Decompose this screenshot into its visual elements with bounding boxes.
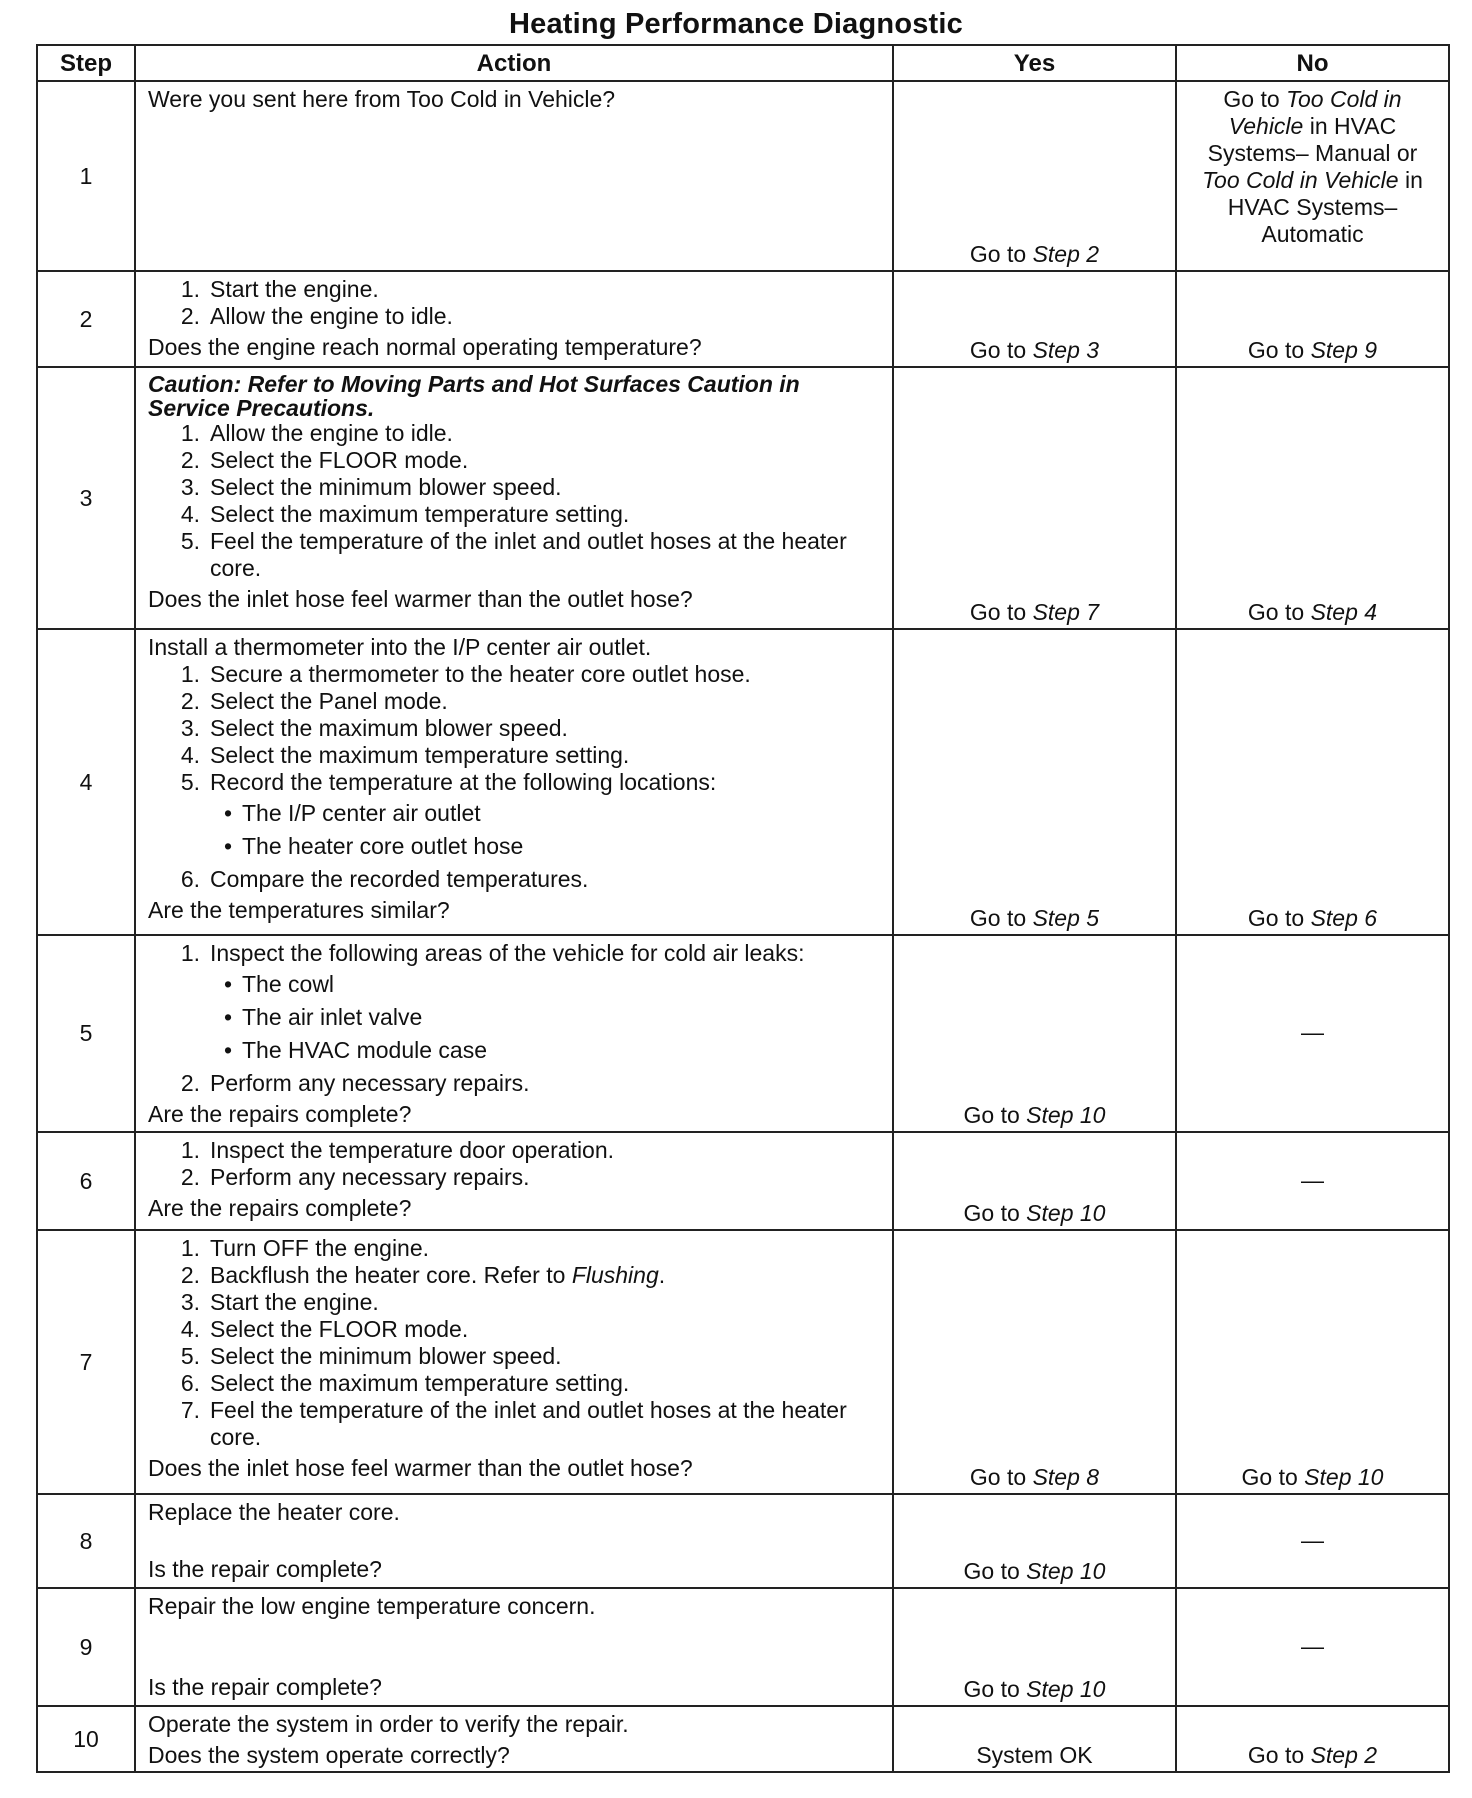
list-item: 1. Start the engine.: [180, 276, 379, 302]
action-cell: [135, 1588, 893, 1706]
yes-prefix: Go to: [969, 241, 1033, 267]
dash-mark: —: [1301, 1526, 1324, 1553]
step-number: 7: [37, 1230, 135, 1494]
step-number: 10: [37, 1706, 135, 1772]
action-steps: [148, 420, 882, 582]
action-question: Does the system operate correctly?: [148, 1742, 510, 1768]
action-steps: [148, 1070, 882, 1097]
header-action: Action: [135, 45, 893, 81]
yes-cell: System OK: [893, 1706, 1176, 1772]
bullet-item: • The air inlet valve: [223, 1004, 423, 1030]
list-item: 4. Select the FLOOR mode.: [180, 1316, 469, 1342]
action-question: Are the repairs complete?: [148, 1195, 412, 1221]
list-item: 5. Record the temperature at the following locations:: [180, 769, 717, 795]
table-row: [37, 1230, 1449, 1494]
table-row: [37, 81, 1449, 271]
list-item: 6. Compare the recorded temperatures.: [180, 866, 589, 892]
list-item: 3. Start the engine.: [180, 1289, 379, 1315]
step-number: 2: [37, 271, 135, 367]
yes-cell: Go to Step 10: [893, 1132, 1176, 1230]
no-text: in HVAC Systems–Automatic: [1227, 167, 1423, 247]
dash-mark: —: [1301, 1166, 1324, 1193]
no-cell: Go to Step 2: [1176, 1706, 1449, 1772]
action-steps: [148, 940, 882, 967]
no-cell: [1176, 81, 1449, 271]
list-item: 1. Inspect the temperature door operation.: [180, 1137, 615, 1163]
list-item: 2. Allow the engine to idle.: [180, 303, 453, 329]
header-step: Step: [37, 45, 135, 81]
action-steps: [148, 1137, 882, 1191]
no-cell: [1176, 1494, 1449, 1588]
yes-step-link[interactable]: Step 10: [1026, 1676, 1106, 1702]
yes-cell: Go to Step 10: [893, 1588, 1176, 1706]
table-row: [37, 271, 1449, 367]
action-cell: [135, 1494, 893, 1588]
list-item: 2. Perform any necessary repairs.: [180, 1164, 530, 1190]
yes-step-link[interactable]: Step 7: [1032, 599, 1100, 625]
action-steps: [148, 1235, 882, 1451]
no-text: in HVAC Systems– Manual or: [1207, 113, 1418, 166]
no-cell: Go to Step 6: [1176, 629, 1449, 935]
diagnostic-table: [36, 44, 1450, 1773]
no-cell: [1176, 1588, 1449, 1706]
list-item: 1. Secure a thermometer to the heater core outlet hose.: [180, 661, 751, 687]
caution-note: Caution: Refer to Moving Parts and Hot Surfaces Caution in Service Precautions.: [148, 371, 800, 421]
header-row: [37, 45, 1449, 81]
action-question: Is the repair complete?: [148, 1556, 382, 1582]
no-cell: Go to Step 10: [1176, 1230, 1449, 1494]
action-intro: Operate the system in order to verify the repair.: [148, 1711, 629, 1737]
dash-mark: —: [1301, 1019, 1324, 1045]
list-item: 5. Select the minimum blower speed.: [180, 1343, 562, 1369]
no-step-link[interactable]: Step 6: [1310, 905, 1378, 931]
list-item: 3. Select the minimum blower speed.: [180, 474, 562, 500]
list-item: 5. Feel the temperature of the inlet and outlet hoses at the heater core.: [180, 528, 847, 581]
list-item: 2. Backflush the heater core. Refer to Flushing.: [180, 1262, 666, 1288]
list-item: 2. Select the Panel mode.: [180, 688, 448, 714]
no-step-link[interactable]: Step 10: [1304, 1464, 1384, 1490]
table-row: [37, 367, 1449, 629]
no-step-link[interactable]: Step 2: [1310, 1742, 1378, 1768]
yes-step-link[interactable]: Step 10: [1026, 1200, 1106, 1226]
yes-step-link[interactable]: Step 10: [1026, 1102, 1106, 1128]
action-intro: Repair the low engine temperature concern.: [148, 1593, 596, 1619]
list-item: 4. Select the maximum temperature setting.: [180, 501, 630, 527]
action-question: Does the engine reach normal operating temperature?: [148, 334, 702, 360]
bullet-list: [148, 971, 882, 1064]
no-cell: [1176, 1132, 1449, 1230]
bullet-item: • The heater core outlet hose: [223, 833, 524, 859]
dash-mark: —: [1301, 1632, 1324, 1659]
action-steps: [148, 276, 882, 330]
yes-cell: Go to Step 8: [893, 1230, 1176, 1494]
action-cell: [135, 271, 893, 367]
yes-step-link[interactable]: Step 5: [1032, 905, 1100, 931]
header-yes: Yes: [893, 45, 1176, 81]
yes-step-link[interactable]: Step 8: [1032, 1464, 1100, 1490]
action-steps: [148, 866, 882, 893]
list-item: 2. Select the FLOOR mode.: [180, 447, 469, 473]
step-number: 6: [37, 1132, 135, 1230]
yes-step-link[interactable]: Step 2: [1032, 241, 1100, 267]
list-item: 2. Perform any necessary repairs.: [180, 1070, 530, 1096]
action-cell: [135, 935, 893, 1132]
step-number: 1: [37, 81, 135, 271]
step-number: 8: [37, 1494, 135, 1588]
list-item: 1. Turn OFF the engine.: [180, 1235, 430, 1261]
no-step-link[interactable]: Step 9: [1310, 337, 1378, 363]
yes-cell: Go to Step 7: [893, 367, 1176, 629]
bullet-list: [148, 800, 882, 860]
step-number: 4: [37, 629, 135, 935]
bullet-item: • The I/P center air outlet: [223, 800, 481, 826]
no-cell: [1176, 935, 1449, 1132]
table-row: [37, 1494, 1449, 1588]
list-item: 1. Allow the engine to idle.: [180, 420, 453, 446]
action-cell: [135, 1132, 893, 1230]
header-no: No: [1176, 45, 1449, 81]
no-cell: Go to Step 9: [1176, 271, 1449, 367]
no-ref-link[interactable]: Too Cold in Vehicle: [1228, 86, 1402, 139]
yes-cell: Go to Step 5: [893, 629, 1176, 935]
no-step-link[interactable]: Step 4: [1310, 599, 1378, 625]
list-item: 1. Inspect the following areas of the vehicle for cold air leaks:: [180, 940, 805, 966]
no-ref-link[interactable]: Too Cold in Vehicle: [1202, 167, 1399, 193]
action-question: Does the inlet hose feel warmer than the outlet hose?: [148, 586, 693, 612]
action-cell: [135, 81, 893, 271]
table-row: [37, 935, 1449, 1132]
list-item: 3. Select the maximum blower speed.: [180, 715, 568, 741]
action-cell: [135, 367, 893, 629]
no-cell: Go to Step 4: [1176, 367, 1449, 629]
action-question: Are the temperatures similar?: [148, 897, 450, 923]
list-item: 4. Select the maximum temperature setting.: [180, 742, 630, 768]
yes-step-link[interactable]: Step 10: [1026, 1558, 1106, 1584]
action-cell: [135, 1230, 893, 1494]
bullet-item: • The cowl: [223, 971, 335, 997]
action-cell: [135, 629, 893, 935]
list-item: 7. Feel the temperature of the inlet and outlet hoses at the heater core.: [180, 1397, 847, 1450]
yes-cell: Go to Step 10: [893, 1494, 1176, 1588]
action-question: Does the inlet hose feel warmer than the outlet hose?: [148, 1455, 693, 1481]
action-cell: [135, 1706, 893, 1772]
table-row: [37, 1132, 1449, 1230]
step-number: 9: [37, 1588, 135, 1706]
table-row: [37, 1706, 1449, 1772]
table-row: [37, 629, 1449, 935]
list-item: 6. Select the maximum temperature setting.: [180, 1370, 630, 1396]
step-number: 5: [37, 935, 135, 1132]
action-intro: Were you sent here from Too Cold in Vehicle?: [148, 86, 616, 112]
yes-step-link[interactable]: Step 3: [1032, 337, 1100, 363]
flushing-ref-link[interactable]: Flushing: [571, 1262, 659, 1288]
action-steps: [148, 661, 882, 796]
action-question: Are the repairs complete?: [148, 1101, 412, 1127]
action-question: Is the repair complete?: [148, 1674, 382, 1700]
yes-cell: Go to Step 10: [893, 935, 1176, 1132]
action-intro: Replace the heater core.: [148, 1499, 400, 1525]
no-text: Go to: [1223, 86, 1287, 112]
step-number: 3: [37, 367, 135, 629]
table-row: [37, 1588, 1449, 1706]
page-title: Heating Performance Diagnostic: [509, 8, 963, 40]
action-intro: Install a thermometer into the I/P center air outlet.: [148, 634, 652, 660]
bullet-item: • The HVAC module case: [223, 1037, 488, 1063]
yes-cell: [893, 81, 1176, 271]
yes-cell: Go to Step 3: [893, 271, 1176, 367]
